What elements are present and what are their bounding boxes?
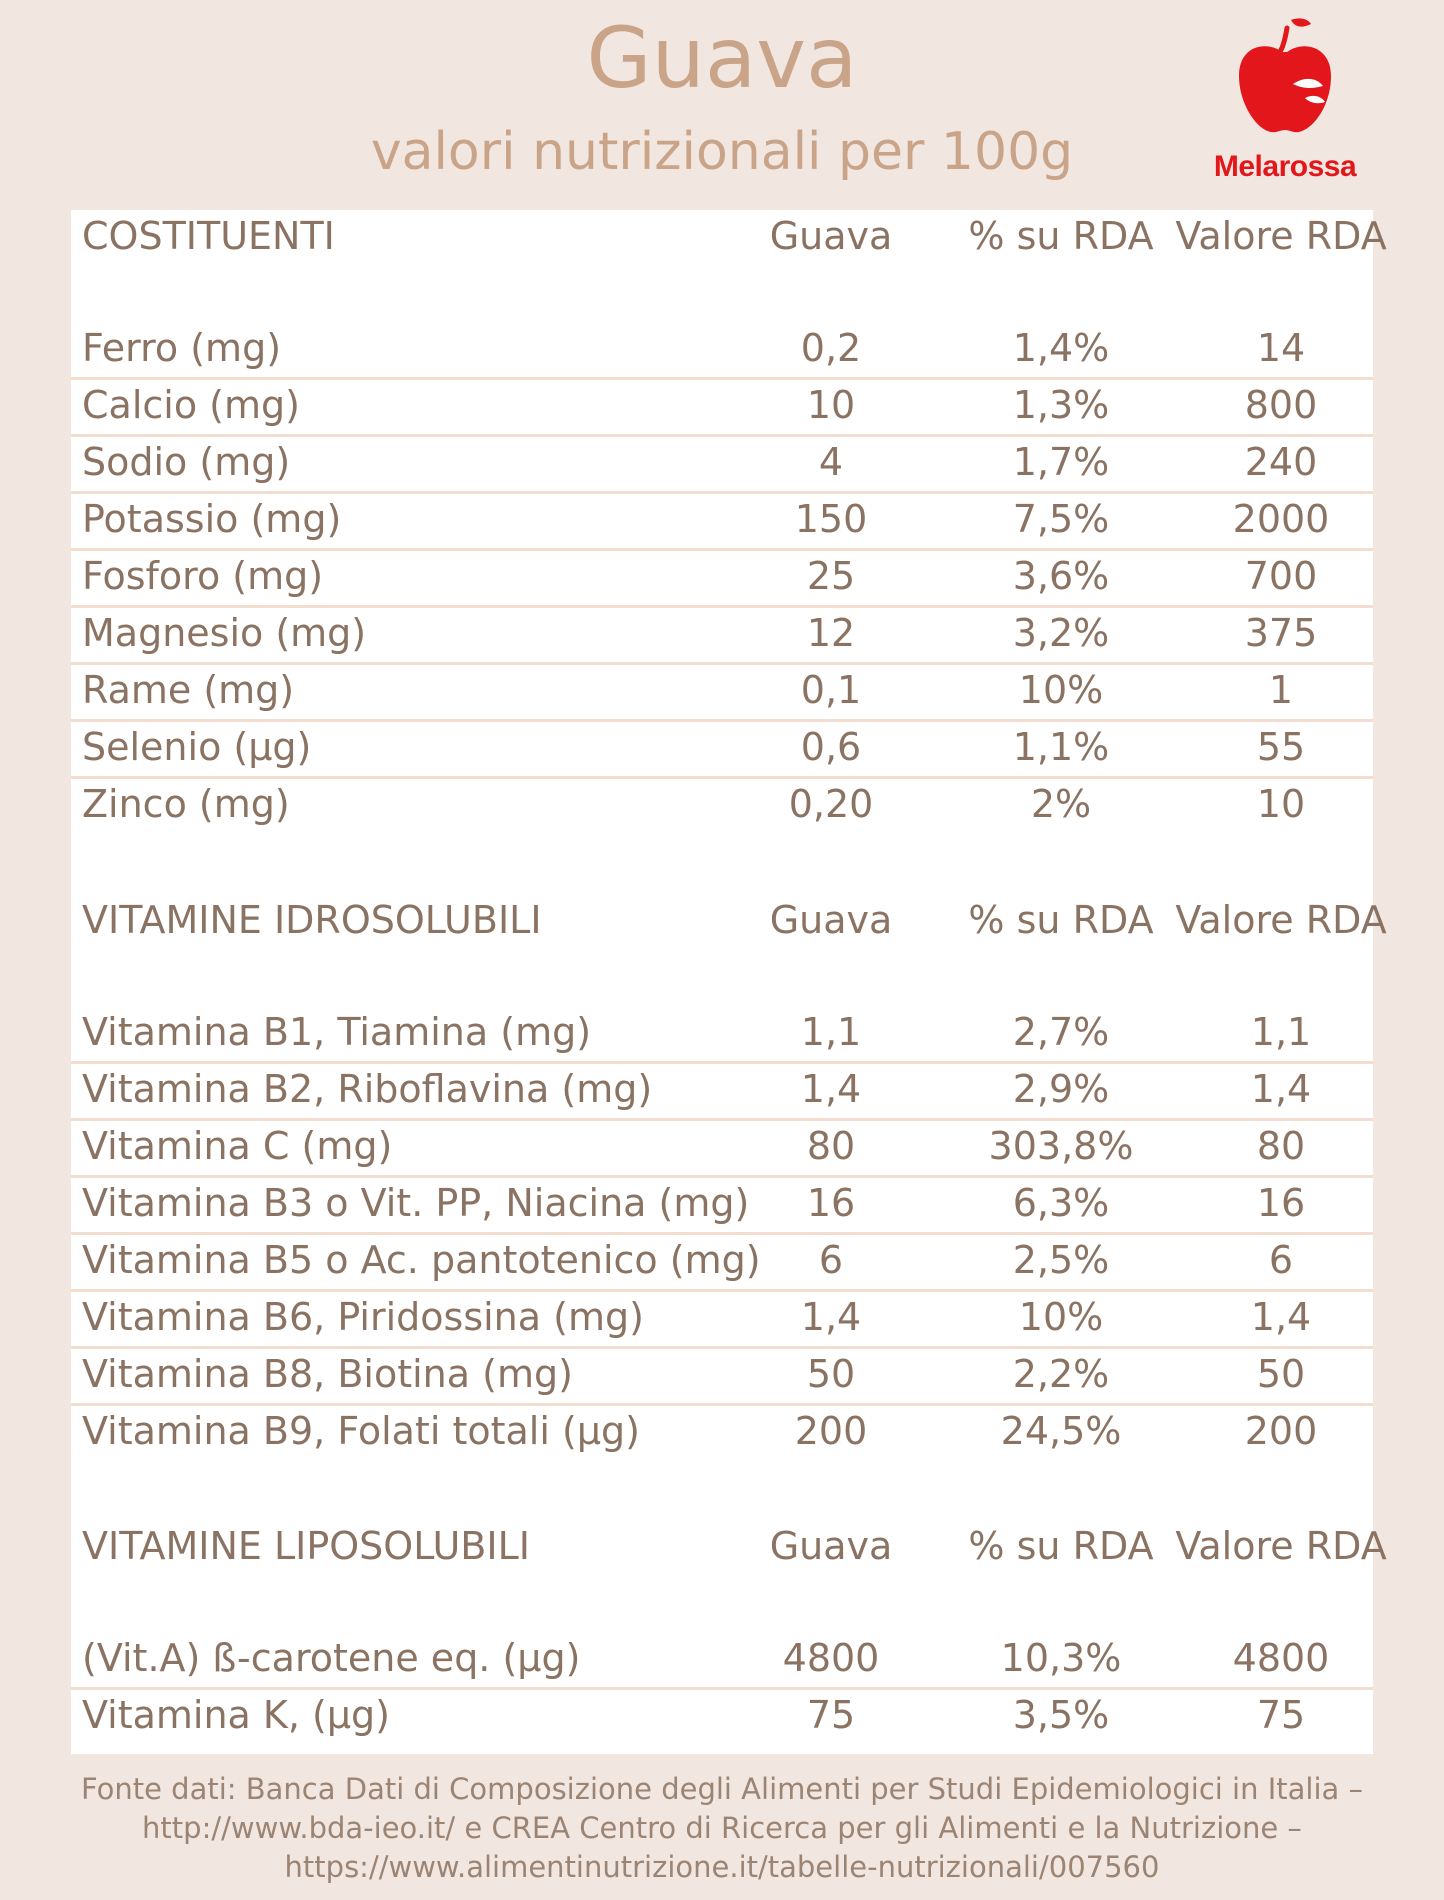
nutrient-name: (Vit.A) ß-carotene eq. (µg): [82, 1636, 581, 1680]
nutrient-name: Vitamina B2, Riboflavina (mg): [82, 1067, 653, 1111]
table-row: [71, 1630, 1373, 1690]
rda-value: 800: [1244, 383, 1318, 427]
rda-value: 75: [1256, 1693, 1306, 1737]
section-header: [71, 1518, 1387, 1575]
rda-value: 200: [1244, 1409, 1318, 1453]
rda-value: 240: [1244, 440, 1318, 484]
rda-percent: 10%: [1018, 668, 1104, 712]
guava-value: 200: [794, 1409, 868, 1453]
guava-value: 75: [806, 1693, 856, 1737]
nutrient-name: Fosforo (mg): [82, 554, 324, 598]
rda-value: 14: [1256, 326, 1306, 370]
rda-percent: 1,7%: [1012, 440, 1110, 484]
column-header: Guava: [769, 214, 893, 258]
nutrient-name: Vitamina B5 o Ac. pantotenico (mg): [82, 1238, 761, 1282]
guava-value: 80: [806, 1124, 856, 1168]
nutrient-name: Calcio (mg): [82, 383, 300, 427]
rda-value: 10: [1256, 782, 1306, 826]
nutrient-name: Magnesio (mg): [82, 611, 367, 655]
table-row: [71, 605, 1373, 665]
rda-percent: 1,4%: [1012, 326, 1110, 370]
rda-value: 4800: [1232, 1636, 1330, 1680]
rda-percent: 2,5%: [1012, 1238, 1110, 1282]
section-title: VITAMINE LIPOSOLUBILI: [82, 1524, 530, 1568]
column-header: Valore RDA: [1175, 214, 1387, 258]
rda-value: 1,4: [1250, 1067, 1312, 1111]
rda-percent: 3,6%: [1012, 554, 1110, 598]
table-row: [71, 377, 1373, 437]
page-title: Guava: [586, 9, 858, 107]
table-row: [71, 548, 1373, 608]
brand-logo: [1205, 14, 1365, 184]
nutrient-name: Potassio (mg): [82, 497, 342, 541]
source-line: Fonte dati: Banca Dati di Composizione degli Alimenti per Studi Epidemiologici in Italia –: [80, 1772, 1364, 1806]
column-header: % su RDA: [968, 1524, 1154, 1568]
rda-percent: 3,2%: [1012, 611, 1110, 655]
table-row: [71, 719, 1373, 779]
section-header: [71, 892, 1387, 949]
table-row: [71, 491, 1373, 551]
guava-value: 50: [806, 1352, 856, 1396]
rda-value: 80: [1256, 1124, 1306, 1168]
rda-percent: 3,5%: [1012, 1693, 1110, 1737]
rda-percent: 2%: [1030, 782, 1092, 826]
nutrient-name: Sodio (mg): [82, 440, 291, 484]
nutrient-name: Ferro (mg): [82, 326, 282, 370]
column-header: % su RDA: [968, 214, 1154, 258]
guava-value: 10: [806, 383, 856, 427]
nutrient-name: Vitamina B3 o Vit. PP, Niacina (mg): [82, 1181, 750, 1225]
rda-percent: 1,3%: [1012, 383, 1110, 427]
column-header: Valore RDA: [1175, 898, 1387, 942]
rda-percent: 6,3%: [1012, 1181, 1110, 1225]
table-row: [71, 1232, 1373, 1292]
rda-value: 700: [1244, 554, 1318, 598]
table-row: [71, 1004, 1373, 1064]
apple-icon: [1235, 14, 1335, 144]
rda-value: 1,4: [1250, 1295, 1312, 1339]
table-row: [71, 662, 1373, 722]
brand-name: Melarossa: [1213, 150, 1357, 183]
rda-percent: 24,5%: [1000, 1409, 1122, 1453]
guava-value: 4800: [782, 1636, 880, 1680]
table-row: [71, 1289, 1373, 1349]
table-row: [71, 776, 1373, 833]
rda-percent: 10,3%: [1000, 1636, 1122, 1680]
column-header: Valore RDA: [1175, 1524, 1387, 1568]
column-header: Guava: [769, 898, 893, 942]
rda-value: 2000: [1232, 497, 1330, 541]
rda-percent: 1,1%: [1012, 725, 1110, 769]
rda-percent: 10%: [1018, 1295, 1104, 1339]
guava-value: 4: [818, 440, 844, 484]
guava-value: 1,4: [800, 1295, 862, 1339]
column-header: Guava: [769, 1524, 893, 1568]
source-line: http://www.bda-ieo.it/ e CREA Centro di Ricerca per gli Alimenti e la Nutrizione –: [142, 1811, 1302, 1845]
rda-percent: 303,8%: [988, 1124, 1134, 1168]
nutrient-name: Vitamina B1, Tiamina (mg): [82, 1010, 592, 1054]
source-note: [40, 1770, 1404, 1887]
table-row: [71, 1118, 1373, 1178]
nutrient-name: Vitamina C (mg): [82, 1124, 393, 1168]
guava-value: 16: [806, 1181, 856, 1225]
guava-value: 6: [818, 1238, 844, 1282]
rda-value: 1: [1268, 668, 1294, 712]
guava-value: 25: [806, 554, 856, 598]
guava-value: 1,1: [800, 1010, 862, 1054]
source-line: https://www.alimentinutrizione.it/tabelle-nutrizionali/007560: [284, 1850, 1160, 1884]
column-header: % su RDA: [968, 898, 1154, 942]
table-row: [71, 434, 1373, 494]
section-title: COSTITUENTI: [82, 214, 335, 258]
table-row: [71, 1687, 1373, 1744]
page-subtitle: valori nutrizionali per 100g: [370, 122, 1074, 182]
rda-value: 6: [1268, 1238, 1294, 1282]
guava-value: 0,20: [788, 782, 874, 826]
guava-value: 0,1: [800, 668, 862, 712]
guava-value: 150: [794, 497, 868, 541]
table-row: [71, 1403, 1373, 1460]
table-row: [71, 1061, 1373, 1121]
nutrient-name: Zinco (mg): [82, 782, 290, 826]
table-row: [71, 1175, 1373, 1235]
nutrition-table: [71, 210, 1387, 1754]
table-row: [71, 1346, 1373, 1406]
rda-value: 55: [1256, 725, 1306, 769]
rda-value: 16: [1256, 1181, 1306, 1225]
nutrient-name: Rame (mg): [82, 668, 295, 712]
section-header: [71, 208, 1387, 265]
nutrient-name: Selenio (µg): [82, 725, 312, 769]
guava-value: 12: [806, 611, 856, 655]
nutrient-name: Vitamina B6, Piridossina (mg): [82, 1295, 644, 1339]
rda-percent: 2,9%: [1012, 1067, 1110, 1111]
nutrient-name: Vitamina B9, Folati totali (µg): [82, 1409, 640, 1453]
nutrient-name: Vitamina K, (µg): [82, 1693, 390, 1737]
section-title: VITAMINE IDROSOLUBILI: [82, 898, 542, 942]
rda-value: 1,1: [1250, 1010, 1312, 1054]
rda-percent: 2,7%: [1012, 1010, 1110, 1054]
rda-value: 50: [1256, 1352, 1306, 1396]
table-row: [71, 320, 1373, 380]
nutrient-name: Vitamina B8, Biotina (mg): [82, 1352, 573, 1396]
rda-percent: 7,5%: [1012, 497, 1110, 541]
guava-value: 0,6: [800, 725, 862, 769]
guava-value: 0,2: [800, 326, 862, 370]
rda-value: 375: [1244, 611, 1318, 655]
guava-value: 1,4: [800, 1067, 862, 1111]
rda-percent: 2,2%: [1012, 1352, 1110, 1396]
